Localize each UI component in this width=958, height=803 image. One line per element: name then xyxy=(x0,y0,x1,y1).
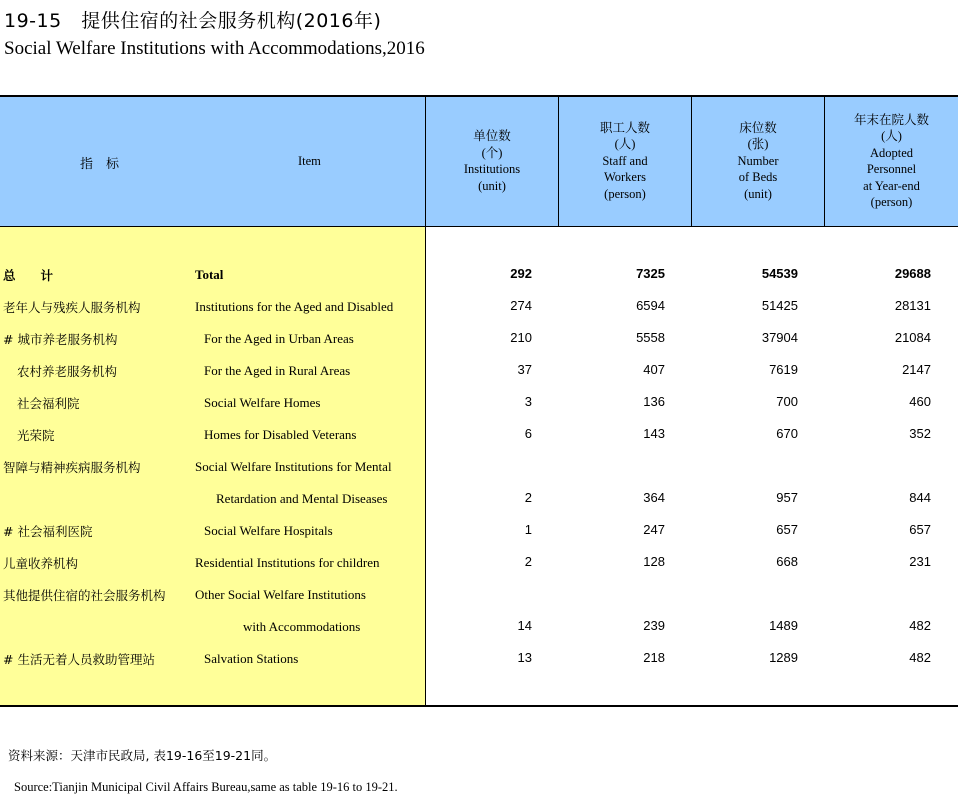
table-row xyxy=(0,490,958,510)
row-item-en: For the Aged in Rural Areas xyxy=(204,363,351,378)
cell-adopted: 844 xyxy=(909,490,931,505)
row-item-en: Institutions for the Aged and Disabled xyxy=(195,299,394,314)
header-item: Item xyxy=(298,154,321,168)
header-col1-line: (unit) xyxy=(478,178,506,193)
row-item-en: Social Welfare Institutions for Mental xyxy=(195,459,392,474)
cell-beds: 957 xyxy=(776,490,798,505)
table-row xyxy=(0,554,958,574)
cell-beds: 37904 xyxy=(761,330,798,345)
cell-staff: 6594 xyxy=(636,298,665,313)
cell-staff: 136 xyxy=(643,394,665,409)
header-col4-line: Adopted xyxy=(869,145,914,160)
cell-beds: 51425 xyxy=(761,298,798,313)
cell-adopted: 460 xyxy=(909,394,931,409)
header-col4-line: Personnel xyxy=(866,162,917,176)
source-note-zh: 资料来源：天津市民政局, 表19-16至19-21同。 xyxy=(8,748,277,763)
row-indicator-zh: 智障与精神疾病服务机构 xyxy=(3,460,141,475)
table-row xyxy=(0,586,958,606)
row-item-en: For the Aged in Urban Areas xyxy=(204,331,354,346)
cell-adopted: 29688 xyxy=(894,266,931,281)
row-indicator-zh: 社会福利院 xyxy=(17,396,80,411)
cell-beds: 700 xyxy=(776,394,798,409)
header-col-beds xyxy=(692,95,824,227)
header-col3-line: 床位数 xyxy=(739,120,777,135)
cell-beds: 668 xyxy=(776,554,798,569)
data-table xyxy=(0,95,958,707)
header-col2-line: Staff and xyxy=(602,153,648,168)
cell-beds: 1289 xyxy=(769,650,798,665)
table-row xyxy=(0,298,958,318)
table-bottom-border xyxy=(0,705,958,707)
cell-institutions: 3 xyxy=(524,394,532,409)
cell-institutions: 14 xyxy=(517,618,532,633)
cell-beds: 670 xyxy=(776,426,798,441)
cell-adopted: 28131 xyxy=(894,298,931,313)
row-indicator-zh: 儿童收养机构 xyxy=(3,556,79,571)
cell-beds: 657 xyxy=(776,522,798,537)
cell-staff: 407 xyxy=(643,362,665,377)
cell-staff: 218 xyxy=(643,650,665,665)
header-col-staff xyxy=(559,95,691,227)
table-row xyxy=(0,522,958,542)
row-indicator-zh: 光荣院 xyxy=(17,428,55,443)
cell-institutions: 13 xyxy=(517,650,532,665)
cell-adopted: 231 xyxy=(909,554,931,569)
header-col4-line: at Year-end xyxy=(863,178,920,193)
header-col3-line: Number xyxy=(737,153,779,168)
row-indicator-zh: 农村养老服务机构 xyxy=(17,364,118,379)
row-indicator-zh: 其他提供住宿的社会服务机构 xyxy=(3,588,166,603)
header-col4-line: (person) xyxy=(870,195,913,209)
cell-institutions: 274 xyxy=(510,298,532,313)
table-row xyxy=(0,266,958,286)
table-row xyxy=(0,426,958,446)
cell-staff: 5558 xyxy=(636,330,665,345)
header-col4-line: (人) xyxy=(881,129,902,143)
header-col1-line: (个) xyxy=(481,145,503,160)
header-col2-line: 职工人数 xyxy=(599,120,650,135)
table-row xyxy=(0,362,958,382)
cell-adopted: 21084 xyxy=(894,330,931,345)
cell-adopted: 482 xyxy=(909,618,931,633)
header-col1-line: 单位数 xyxy=(473,129,511,143)
cell-institutions: 2 xyxy=(524,554,532,569)
cell-staff: 364 xyxy=(643,490,665,505)
row-item-en: Total xyxy=(195,267,224,282)
cell-beds: 1489 xyxy=(769,618,798,633)
header-left xyxy=(0,95,425,227)
cell-adopted: 657 xyxy=(909,522,931,537)
table-row xyxy=(0,394,958,414)
cell-beds: 7619 xyxy=(769,362,798,377)
divider xyxy=(691,95,692,227)
cell-institutions: 2 xyxy=(524,490,532,505)
header-col3-line: (张) xyxy=(747,137,769,152)
row-indicator-zh: # 社会福利医院 xyxy=(3,524,93,539)
header-col-adopted xyxy=(825,95,958,227)
header-col4-line: 年末在院人数 xyxy=(853,112,929,127)
divider xyxy=(425,95,426,227)
row-item-en: with Accommodations xyxy=(243,619,361,634)
table-row xyxy=(0,618,958,638)
table-top-border xyxy=(0,95,958,97)
cell-staff: 128 xyxy=(643,554,665,569)
row-item-en: Homes for Disabled Veterans xyxy=(204,427,357,442)
cell-staff: 239 xyxy=(643,618,665,633)
table-row xyxy=(0,458,958,478)
cell-institutions: 6 xyxy=(524,426,532,441)
header-indicator: 指 标 xyxy=(80,157,120,172)
cell-beds: 54539 xyxy=(761,266,798,281)
row-indicator-zh: # 城市养老服务机构 xyxy=(3,332,118,347)
cell-staff: 247 xyxy=(643,522,665,537)
divider xyxy=(558,95,559,227)
row-item-en: Social Welfare Hospitals xyxy=(204,523,333,538)
header-col-institutions xyxy=(426,95,558,227)
header-col2-line: (人) xyxy=(614,137,636,152)
row-item-en: Salvation Stations xyxy=(204,651,299,666)
row-indicator-zh: 老年人与残疾人服务机构 xyxy=(3,300,141,315)
source-note-en: Source:Tianjin Municipal Civil Affairs Bureau,same as table 19-16 to 19-21. xyxy=(14,780,398,794)
cell-adopted: 352 xyxy=(909,426,931,441)
cell-adopted: 2147 xyxy=(902,362,931,377)
header-col3-line: of Beds xyxy=(738,170,778,185)
header-col2-line: (person) xyxy=(604,186,646,201)
row-item-en: Retardation and Mental Diseases xyxy=(216,491,388,506)
page-title-zh: 19-15 提供住宿的社会服务机构(2016年) xyxy=(4,10,382,32)
cell-adopted: 482 xyxy=(909,650,931,665)
header-col2-line: Workers xyxy=(603,170,647,185)
row-item-en: Social Welfare Homes xyxy=(204,395,321,410)
table-row xyxy=(0,330,958,350)
divider xyxy=(824,95,825,227)
row-indicator-zh: 总 计 xyxy=(3,268,54,283)
header-col3-line: (unit) xyxy=(744,186,772,201)
row-indicator-zh: # 生活无着人员救助管理站 xyxy=(3,652,155,667)
row-item-en: Residential Institutions for children xyxy=(195,555,380,570)
cell-institutions: 1 xyxy=(524,522,532,537)
cell-staff: 143 xyxy=(643,426,665,441)
cell-institutions: 292 xyxy=(510,266,532,281)
page-title-en: Social Welfare Institutions with Accommodations,2016 xyxy=(4,38,425,59)
cell-institutions: 37 xyxy=(517,362,532,377)
cell-institutions: 210 xyxy=(510,330,532,345)
cell-staff: 7325 xyxy=(636,266,665,281)
header-col1-line: Institutions xyxy=(463,162,521,176)
table-row xyxy=(0,650,958,670)
row-item-en: Other Social Welfare Institutions xyxy=(195,587,366,602)
